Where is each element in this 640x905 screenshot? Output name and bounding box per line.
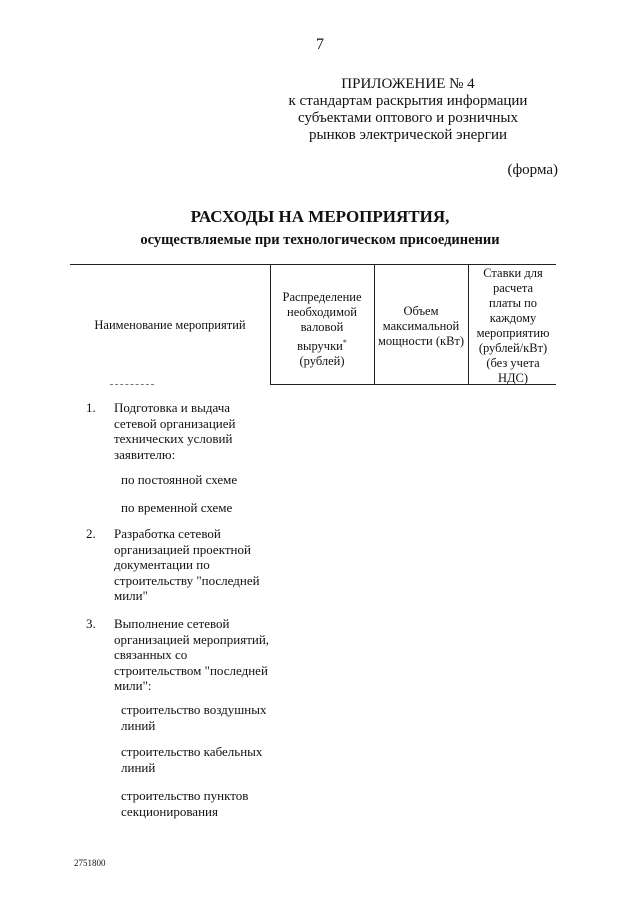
item-number: 2. xyxy=(86,526,96,541)
header-distribution: Распределение необходимой валовой выручки* (рублей) xyxy=(282,290,362,369)
appendix-line-2: субъектами оптового и розничных xyxy=(298,110,518,126)
sub-item: по постоянной схеме xyxy=(121,472,238,487)
column-divider-1 xyxy=(270,264,271,384)
item-number: 1. xyxy=(86,400,96,415)
form-label: (форма) xyxy=(507,162,558,178)
item-number: 3. xyxy=(86,616,96,631)
appendix-line-3: рынков электрической энергии xyxy=(309,127,507,143)
item-text: Выполнение сетевой организацией мероприятий, связанных со строительством "последней мили": xyxy=(114,616,270,693)
appendix-block xyxy=(258,76,558,144)
page-number: 7 xyxy=(316,36,324,53)
sub-item: строительство воздушных линий xyxy=(121,702,267,733)
header-capacity: Объем максимальной мощности (кВт) xyxy=(377,304,465,348)
table-header-bottom-fragment xyxy=(110,384,154,385)
item-text: Подготовка и выдача сетевой организацией технических условий заявителю: xyxy=(114,400,236,462)
sub-item: по временной схеме xyxy=(121,500,233,515)
header-name: Наименование мероприятий xyxy=(94,318,246,332)
document-subtitle: осуществляемые при технологическом присоединении xyxy=(140,232,500,248)
header-rate: Ставки для расчета платы по каждому мероприятию (рублей/кВт) (без учета НДС) xyxy=(476,266,550,385)
table-top-border xyxy=(70,264,556,265)
appendix-line-1: к стандартам раскрытия информации xyxy=(288,93,528,109)
appendix-title: ПРИЛОЖЕНИЕ № 4 xyxy=(341,76,475,92)
footer-code: 2751800 xyxy=(74,858,106,868)
item-text: Разработка сетевой организацией проектной документации по строительству "последней мили" xyxy=(114,526,260,603)
footnote-mark: * xyxy=(342,338,347,347)
sub-item: строительство пунктов секционирования xyxy=(121,788,249,819)
column-divider-2 xyxy=(374,264,375,384)
column-divider-3 xyxy=(468,264,469,384)
sub-item: строительство кабельных линий xyxy=(121,744,263,775)
document-title: РАСХОДЫ НА МЕРОПРИЯТИЯ, xyxy=(190,207,450,226)
